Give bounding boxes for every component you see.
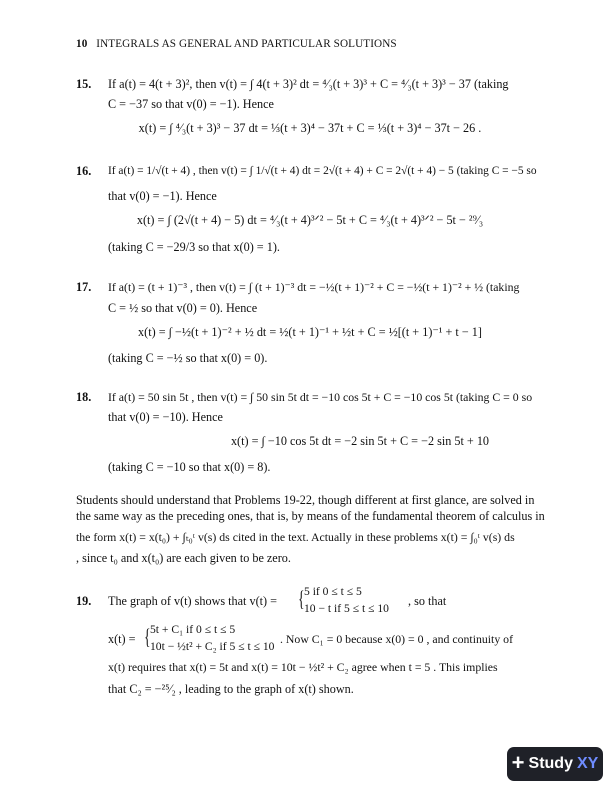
problem-line: If a(t) = 1/√(t + 4) , then v(t) = ∫ 1/√(t + 4) dt = 2√(t + 4) + C = 2√(t + 4) − 5 (taking C = −5 so [108, 165, 537, 177]
display-equation: x(t) = ∫ (2√(t + 4) − 5) dt = ⁴⁄₃(t + 4)³ᐟ² − 5t + C = ⁴⁄₃(t + 4)³ᐟ² − 5t − ²⁹⁄₃ [136, 213, 484, 227]
logo-text-xy: XY [576, 755, 599, 772]
problem-line: . Now C₁ = 0 because x(0) = 0 , and continuity of [280, 632, 513, 646]
problem-line: , so that [408, 594, 447, 608]
case-line: 10 − t if 5 ≤ t ≤ 10 [304, 602, 389, 615]
problem-line: that C₂ = −²⁵⁄₂ , leading to the graph of x(t) shown. [108, 682, 354, 696]
display-equation: x(t) = ∫ −½(t + 1)⁻² + ½ dt = ½(t + 1)⁻¹ + ½t + C = ½[(t + 1)⁻¹ + t − 1] [138, 325, 482, 339]
problem-number: 15. [76, 77, 92, 91]
problem-line: The graph of v(t) shows that v(t) = [108, 594, 277, 608]
problem-line: that v(0) = −10). Hence [108, 410, 223, 424]
problem-line: x(t) = [108, 632, 136, 646]
problem-note: (taking C = −½ so that x(0) = 0). [108, 351, 268, 365]
plus-icon: + [511, 750, 525, 775]
problem-line: C = −37 so that v(0) = −1). Hence [108, 97, 274, 111]
problem-note: (taking C = −10 so that x(0) = 8). [108, 460, 271, 474]
case-line: 5t + C₁ if 0 ≤ t ≤ 5 [150, 623, 236, 636]
note-line: Students should understand that Problems 19-22, though different at first glance, are solved in [76, 493, 535, 507]
studyxy-logo[interactable] [507, 747, 603, 781]
page-number: 10 [76, 38, 88, 50]
note-line: , since t₀ and x(t₀) are each given to be zero. [76, 551, 291, 565]
left-brace: { [144, 624, 151, 649]
case-line: 5 if 0 ≤ t ≤ 5 [304, 585, 362, 598]
problem-line: If a(t) = 50 sin 5t , then v(t) = ∫ 50 sin 5t dt = −10 cos 5t + C = −10 cos 5t (taking C = 0 so [108, 390, 533, 404]
display-equation: x(t) = ∫ −10 cos 5t dt = −2 sin 5t + C = −2 sin 5t + 10 [230, 434, 490, 448]
problem-line: If a(t) = (t + 1)⁻³ , then v(t) = ∫ (t + 1)⁻³ dt = −½(t + 1)⁻² + C = −½(t + 1)⁻² + ½ (taking [108, 280, 520, 294]
note-line: the same way as the preceding ones, that is, by means of the fundamental theorem of calculus in [76, 509, 545, 523]
problem-number: 18. [76, 390, 92, 404]
problem-note: (taking C = −29/3 so that x(0) = 1). [108, 240, 280, 254]
problem-line: If a(t) = 4(t + 3)², then v(t) = ∫ 4(t + 3)² dt = ⁴⁄₃(t + 3)³ + C = ⁴⁄₃(t + 3)³ − 37 (taking [108, 77, 509, 91]
note-line: the form x(t) = x(t₀) + ∫ₜ₀ᵗ v(s) ds cited in the text. Actually in these problems x(t) = ∫₀ᵗ v(s) ds [76, 530, 515, 544]
left-brace: { [298, 586, 305, 611]
logo-text-study: Study [528, 755, 573, 772]
chapter-title: INTEGRALS AS GENERAL AND PARTICULAR SOLUTIONS [96, 38, 397, 50]
problem-line: C = ½ so that v(0) = 0). Hence [108, 301, 258, 315]
running-header [76, 38, 397, 50]
case-line: 10t − ½t² + C₂ if 5 ≤ t ≤ 10 [150, 640, 275, 653]
problem-line: x(t) requires that x(t) = 5t and x(t) = 10t − ½t² + C₂ agree when t = 5 . This implies [108, 660, 498, 674]
problem-line: that v(0) = −1). Hence [108, 189, 217, 203]
display-equation: x(t) = ∫ ⁴⁄₃(t + 3)³ − 37 dt = ⅓(t + 3)⁴ − 37t + C = ⅓(t + 3)⁴ − 37t − 26 . [138, 121, 482, 135]
problem-number: 17. [76, 280, 92, 294]
problem-number: 19. [76, 594, 92, 608]
problem-number: 16. [76, 164, 92, 178]
